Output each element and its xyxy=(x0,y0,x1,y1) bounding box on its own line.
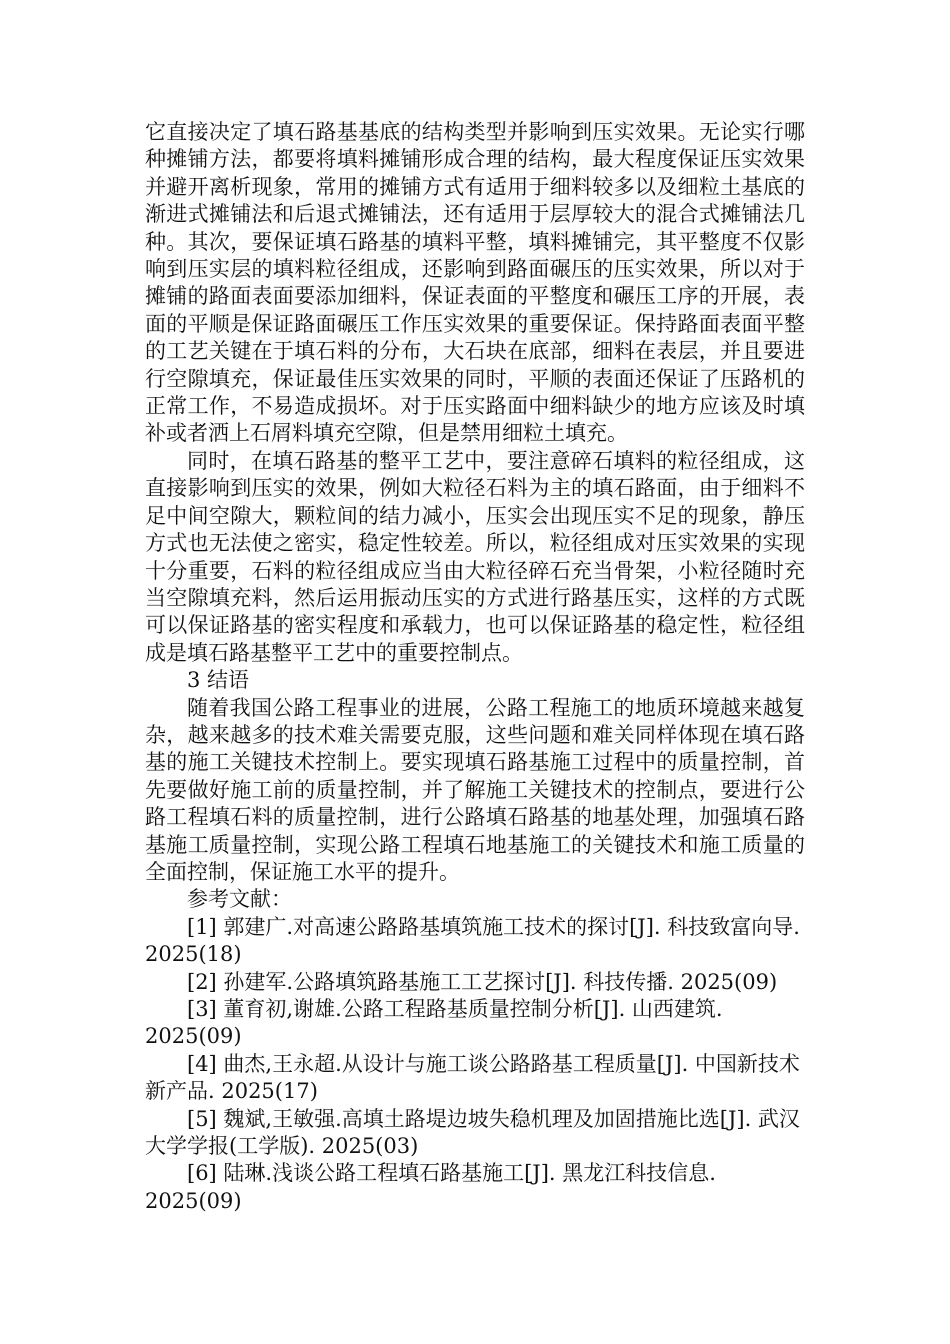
document-page xyxy=(145,119,805,1215)
reference-list xyxy=(145,914,805,1215)
references-heading: 参考文献： xyxy=(187,887,292,912)
reference-item: [1] 郭建广.对高速公路路基填筑施工技术的探讨[J]. 科技致富向导. 2025(18) xyxy=(145,914,800,967)
body-paragraph-1: 它直接决定了填石路基基底的结构类型并影响到压实效果。无论实行哪种摊铺方法，都要将填料摊铺形成合理的结构，最大程度保证压实效果并避开离析现象，常用的摊铺方式有适用于细料较多以及细粒土基底的渐进式摊铺法和后退式摊铺法，还有适用于层厚较大的混合式摊铺法几种。其次，要保证填石路基的填料平整，填料摊铺完，其平整度不仅影响到压实层的填料粒径组成，还影响到路面碾压的压实效果，所以对于摊铺的路面表面要添加细料，保证表面的平整度和碾压工序的开展，表面的平顺是保证路面碾压工作压实效果的重要保证。保持路面表面平整的工艺关键在于填石料的分布，大石块在底部，细料在表层，并且要进行空隙填充，保证最佳压实效果的同时，平顺的表面还保证了压路机的正常工作，不易造成损坏。对于压实路面中细料缺少的地方应该及时填补或者洒上石屑料填充空隙，但是禁用细粒土填充。 xyxy=(145,120,805,446)
reference-item: [3] 董育初,谢雄.公路工程路基质量控制分析[J]. 山西建筑. 2025(09) xyxy=(145,997,723,1049)
body-paragraph-2: 同时，在填石路基的整平工艺中，要注意碎石填料的粒径组成，这直接影响到压实的效果，例如大粒径石料为主的填石路面，由于细料不足中间空隙大，颗粒间的结力减小，压实会出现压实不足的现象，静压方式也无法使之密实，稳定性较差。所以，粒径组成对压实效果的实现十分重要，石料的粒径组成应当由大粒径碎石充当骨架，小粒径随时充当空隙填充料，然后运用振动压实的方式进行路基压实，这样的方式既可以保证路基的密实程度和承载力，也可以保证路基的稳定性，粒径组成是填石路基整平工艺中的重要控制点。 xyxy=(145,448,805,665)
section-heading: 3 结语 xyxy=(187,668,250,693)
reference-item: [5] 魏斌,王敏强.高填土路堤边坡失稳机理及加固措施比选[J]. 武汉大学学报(工学版). 2025(03) xyxy=(145,1106,800,1159)
conclusion-paragraph: 随着我国公路工程事业的进展，公路工程施工的地质环境越来越复杂，越来越多的技术难关需要克服，这些问题和难关同样体现在填石路基的施工关键技术控制上。要实现填石路基施工过程中的质量控制，首先要做好施工前的质量控制，并了解施工关键技术的控制点，要进行公路工程填石料的质量控制，进行公路填石路基的地基处理，加强填石路基施工质量控制，实现公路工程填石地基施工的关键技术和施工质量的全面控制，保证施工水平的提升。 xyxy=(145,695,805,884)
reference-item: [2] 孙建军.公路填筑路基施工工艺探讨[J]. 科技传播. 2025(09) xyxy=(187,969,778,994)
reference-item: [4] 曲杰,王永超.从设计与施工谈公路路基工程质量[J]. 中国新技术新产品. 2025(17) xyxy=(145,1051,800,1104)
reference-item: [6] 陆琳.浅谈公路工程填石路基施工[J]. 黑龙江科技信息. 2025(09) xyxy=(145,1161,716,1213)
